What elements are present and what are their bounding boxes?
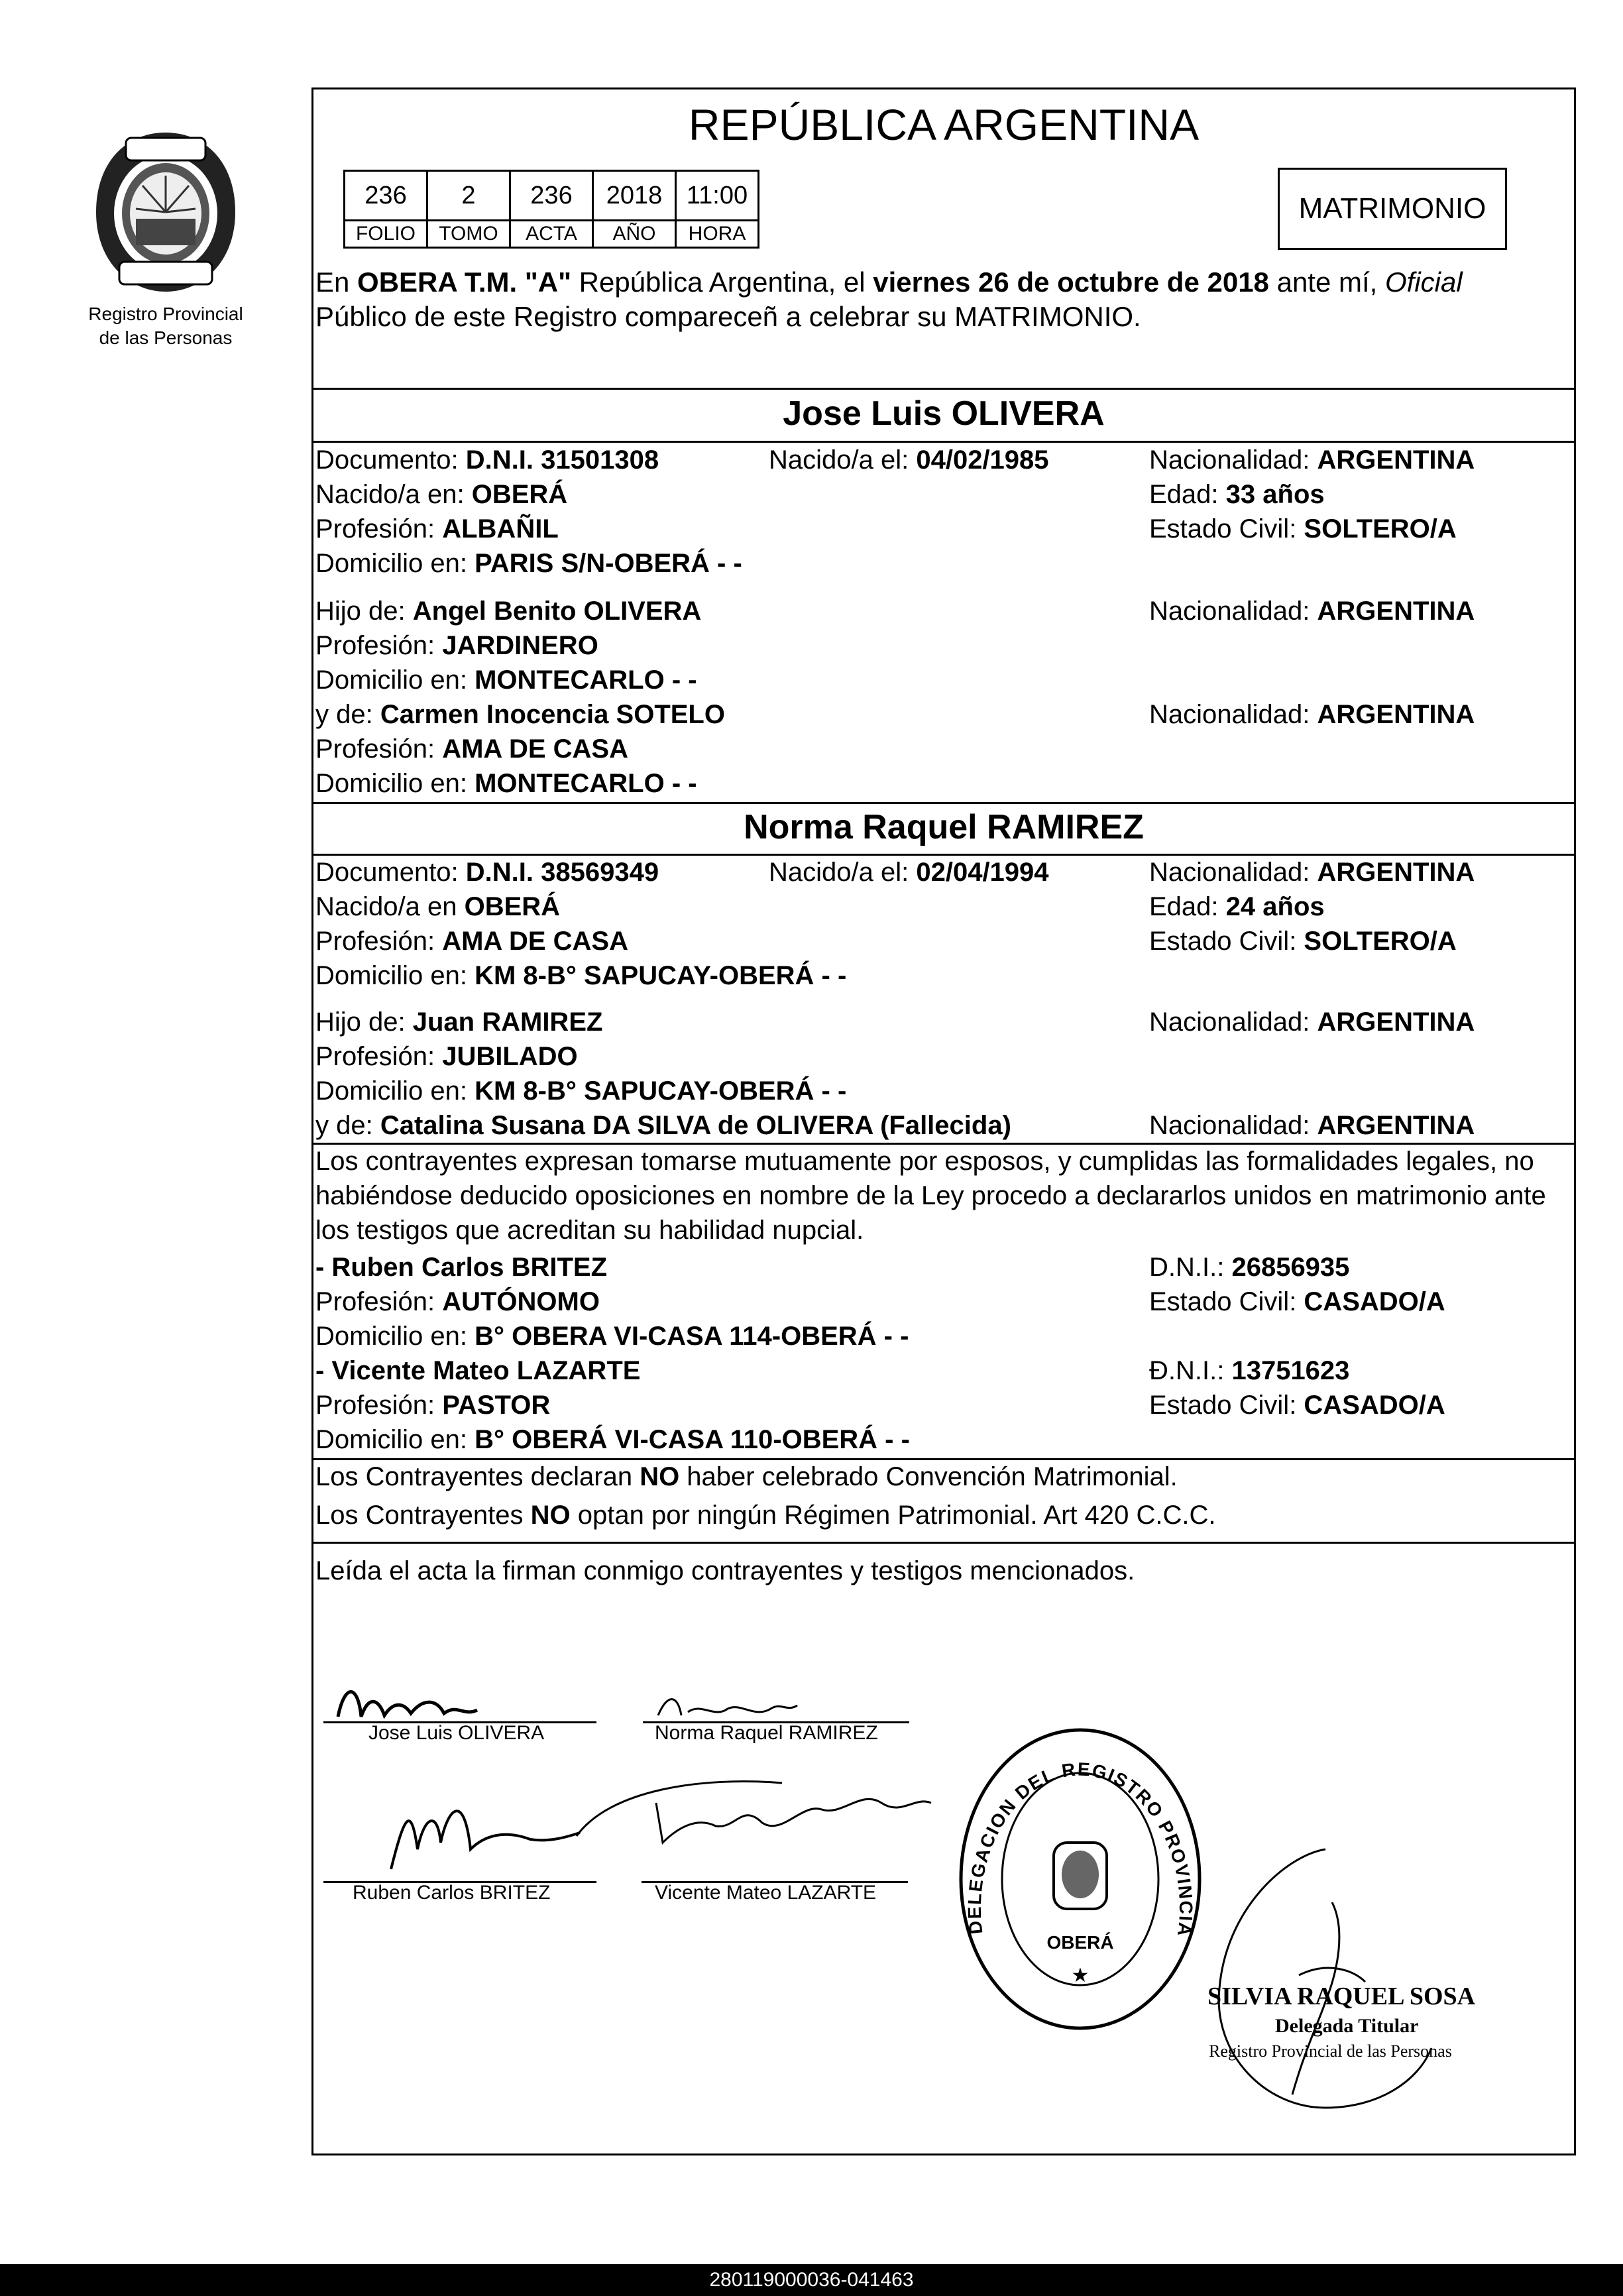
intro-officer: Oficial — [1385, 266, 1463, 298]
intro-line2: Público de este Registro compareceñ a celebrar su MATRIMONIO. — [315, 301, 1141, 332]
witness2-signature-scribble — [570, 1763, 941, 1863]
bride-father: Juan RAMIREZ — [412, 1007, 603, 1037]
groom-born-on: 04/02/1985 — [916, 445, 1049, 475]
intro-date: viernes 26 de octubre de 2018 — [873, 266, 1269, 298]
witness1-profession: AUTÓNOMO — [442, 1287, 600, 1316]
bride-doc: D.N.I. 38569349 — [465, 858, 659, 887]
bride-age: 24 años — [1225, 892, 1325, 921]
groom-civil-status: SOLTERO/A — [1304, 514, 1457, 544]
witness2-profession: PASTOR — [442, 1391, 551, 1420]
declaration-line2: habiéndose deducido oposiciones en nombre de la Ley procedo a declararlos unidos en matrimonio ante — [315, 1181, 1546, 1210]
witness1-name: - Ruben Carlos BRITEZ — [315, 1253, 608, 1282]
closing-text: Leída el acta la firman conmigo contrayentes y testigos mencionados. — [315, 1556, 1135, 1585]
witness1-dni: 26856935 — [1231, 1253, 1350, 1282]
anio-value: 2018 — [593, 171, 676, 221]
groom-born-in: OBERÁ — [471, 480, 568, 509]
acta-value: 236 — [510, 171, 593, 221]
groom-father-address: MONTECARLO - - — [475, 665, 697, 695]
declaration-line1: Los contrayentes expresan tomarse mutuamente por esposos, y cumplidas las formalidades legales, no — [315, 1147, 1534, 1176]
folio-value: 236 — [345, 171, 427, 221]
witness2-dni: 13751623 — [1231, 1356, 1350, 1385]
bride-mother: Catalina Susana DA SILVA de OLIVERA (Fallecida) — [380, 1111, 1011, 1140]
stamp-star: ★ — [1071, 1964, 1090, 1987]
witness2-signature-label: Vicente Mateo LAZARTE — [655, 1882, 877, 1904]
registry-name-line2: de las Personas — [99, 327, 233, 348]
bride-civil-status: SOLTERO/A — [1304, 927, 1457, 956]
groom-mother: Carmen Inocencia SOTELO — [380, 700, 725, 729]
groom-mother-nationality: ARGENTINA — [1317, 700, 1475, 729]
intro-line1: En OBERA T.M. "A" República Argentina, el viernes 26 de octubre de 2018 ante mí, Oficial — [315, 266, 1463, 298]
bride-father-address: KM 8-B° SAPUCAY-OBERÁ - - — [475, 1076, 847, 1106]
bride-signature-label: Norma Raquel RAMIREZ — [655, 1722, 878, 1744]
bride-mother-nationality: ARGENTINA — [1317, 1111, 1475, 1140]
officer-signature-scribble — [1206, 1829, 1445, 2121]
witness1-address: B° OBERA VI-CASA 114-OBERÁ - - — [475, 1322, 909, 1351]
witness2-civil-status: CASADO/A — [1304, 1391, 1445, 1420]
hora-label: HORA — [676, 221, 759, 248]
convention-line2: Los Contrayentes NO optan por ningún Régimen Patrimonial. Art 420 C.C.C. — [315, 1501, 1216, 1530]
groom-father-nationality: ARGENTINA — [1317, 597, 1475, 626]
tomo-value: 2 — [427, 171, 510, 221]
bride-father-profession: JUBILADO — [442, 1042, 578, 1071]
groom-father: Angel Benito OLIVERA — [412, 597, 702, 626]
groom-doc: D.N.I. 31501308 — [465, 445, 659, 475]
registry-name-line1: Registro Provincial — [88, 304, 243, 324]
official-stamp — [954, 1723, 1206, 2035]
groom-nationality: ARGENTINA — [1317, 445, 1475, 475]
acta-label: ACTA — [510, 221, 593, 248]
bride-born-in: OBERÁ — [464, 892, 561, 921]
witness1-signature-label: Ruben Carlos BRITEZ — [353, 1882, 551, 1904]
bride-signature-scribble — [655, 1689, 801, 1722]
act-type-box — [1278, 168, 1507, 250]
groom-profession: ALBAÑIL — [442, 514, 559, 544]
officer-title: Delegada Titular — [1275, 2015, 1419, 2037]
witness1-signature-scribble — [371, 1776, 583, 1876]
groom-mother-address: MONTECARLO - - — [475, 769, 697, 798]
officer-name: SILVIA RAQUEL SOSA — [1207, 1982, 1476, 2010]
bride-nationality: ARGENTINA — [1317, 858, 1475, 887]
act-type: MATRIMONIO — [1298, 192, 1486, 225]
groom-age: 33 años — [1225, 480, 1325, 509]
hora-value: 11:00 — [676, 171, 759, 221]
document-code-bar — [0, 2264, 1623, 2296]
groom-signature-label: Jose Luis OLIVERA — [368, 1722, 545, 1744]
stamp-city: OBERÁ — [1046, 1932, 1114, 1953]
groom-name: Jose Luis OLIVERA — [783, 394, 1105, 433]
groom-mother-profession: AMA DE CASA — [442, 734, 628, 764]
convention-line1: Los Contrayentes declaran NO haber celebrado Convención Matrimonial. — [315, 1462, 1178, 1491]
bride-name: Norma Raquel RAMIREZ — [744, 808, 1144, 846]
officer-org: Registro Provincial de las Personas — [1209, 2041, 1452, 2061]
groom-father-profession: JARDINERO — [442, 631, 598, 660]
tomo-label: TOMO — [427, 221, 510, 248]
document-code: 280119000036-041463 — [709, 2269, 914, 2291]
anio-label: AÑO — [593, 221, 676, 248]
registry-logo — [80, 126, 252, 298]
witness2-address: B° OBERÁ VI-CASA 110-OBERÁ - - — [475, 1425, 910, 1454]
witness1-civil-status: CASADO/A — [1304, 1287, 1445, 1316]
folio-label: FOLIO — [345, 221, 427, 248]
record-table — [343, 170, 759, 249]
bride-address: KM 8-B° SAPUCAY-OBERÁ - - — [475, 961, 847, 990]
bride-father-nationality: ARGENTINA — [1317, 1007, 1475, 1037]
stamp-ring-text: DELEGACION DEL REGISTRO PROVINCIA — [964, 1758, 1197, 1939]
bride-born-on: 02/04/1994 — [916, 858, 1049, 887]
country-title: REPÚBLICA ARGENTINA — [688, 100, 1200, 149]
intro-place: OBERA T.M. "A" — [357, 266, 571, 298]
bride-profession: AMA DE CASA — [442, 927, 628, 956]
groom-address: PARIS S/N-OBERÁ - - — [475, 549, 742, 578]
witness2-name: - Vicente Mateo LAZARTE — [315, 1356, 641, 1385]
declaration-line3: los testigos que acreditan su habilidad nupcial. — [315, 1216, 864, 1245]
